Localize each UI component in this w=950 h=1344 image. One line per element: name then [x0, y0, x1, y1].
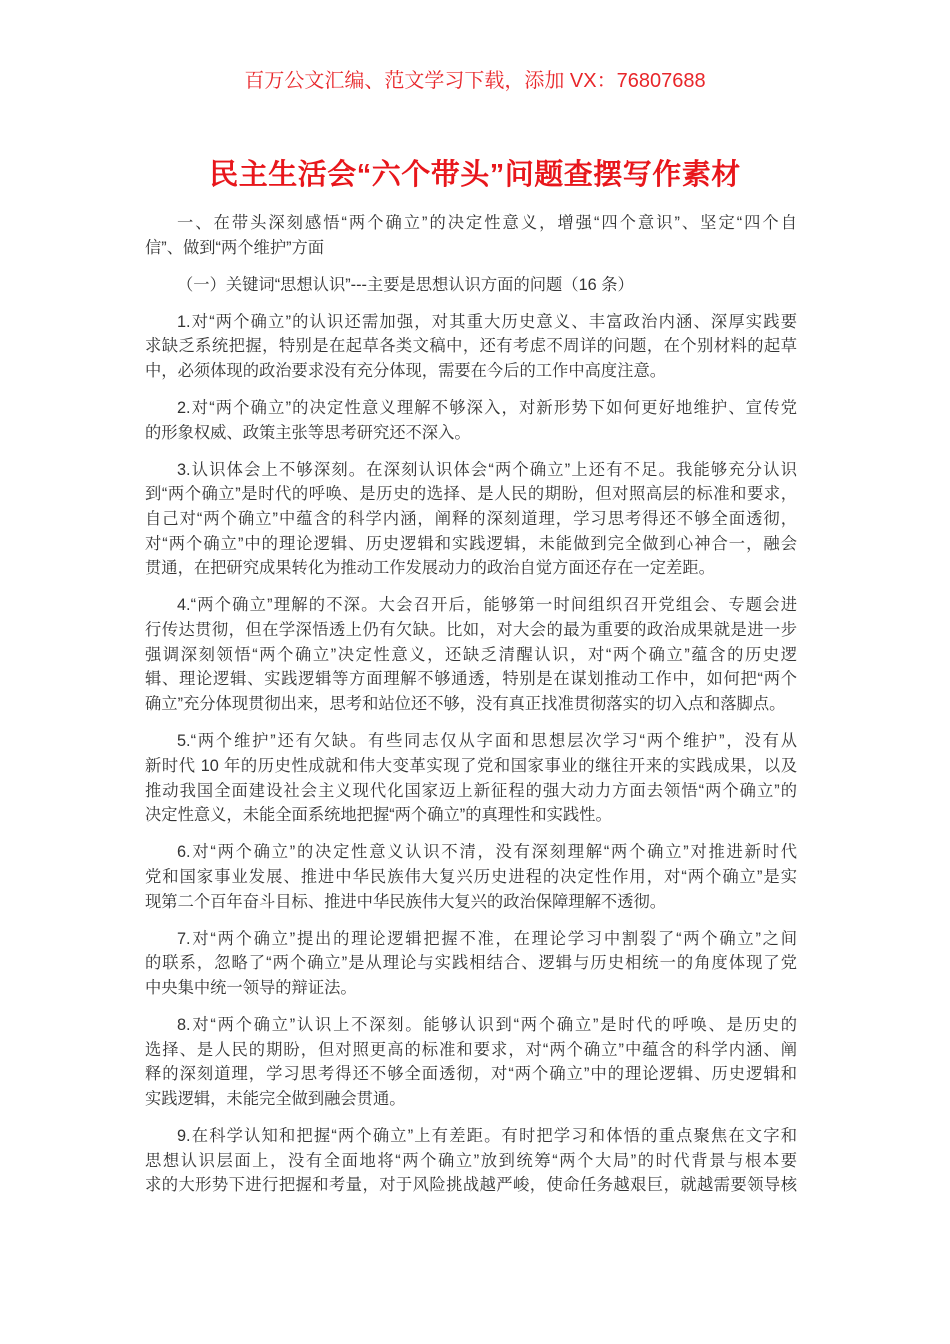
- document-title: 民主生活会“六个带头”问题查摆写作素材: [209, 159, 741, 191]
- paragraph-line: 新时代 10 年的历史性成就和伟大变革实现了党和国家事业的继往开来的实践成果，以及: [145, 756, 797, 775]
- paragraph-line: 行传达贯彻，但在学深悟透上仍有欠缺。比如，对大会的最为重要的政治成果就是进一步: [145, 621, 797, 640]
- paragraph-line: 中央集中统一领导的辩证法。: [145, 978, 357, 997]
- paragraph: [145, 1013, 797, 1112]
- paragraph-line: 6.对“两个确立”的决定性意义认识不清，没有深刻理解“两个确立”对推进新时代: [177, 843, 797, 862]
- paragraph-line: 4.“两个确立”理解的不深。大会召开后，能够第一时间组织召开党组会、专题会进: [177, 596, 797, 615]
- paragraph: [145, 211, 797, 260]
- paragraph-line: 的形象权威、政策主张等思考研究还不深入。: [145, 423, 471, 442]
- paragraph-line: 党和国家事业发展、推进中华民族伟大复兴历史进程的决定性作用，对“两个确立”是实: [145, 867, 797, 886]
- paragraph-line: 5.“两个维护”还有欠缺。有些同志仅从字面和思想层次学习“两个维护”，没有从: [177, 732, 797, 751]
- paragraph-line: 现第二个百年奋斗目标、推进中华民族伟大复兴的政治保障理解不透彻。: [145, 892, 667, 911]
- paragraph-line: 9.在科学认知和把握“两个确立”上有差距。有时把学习和体悟的重点聚焦在文字和: [177, 1126, 797, 1145]
- paragraph-line: 思想认识层面上，没有全面地将“两个确立”放到统筹“两个大局”的时代背景与根本要: [145, 1151, 797, 1170]
- paragraph-line: 8.对“两个确立”认识上不深刻。能够认识到“两个确立”是时代的呼唤、是历史的: [177, 1015, 797, 1034]
- paragraph-line: 释的深刻道理，学习思考得还不够全面透彻，对“两个确立”中的理论逻辑、历史逻辑和: [145, 1065, 797, 1084]
- paragraph-line: 求的大形势下进行把握和考量，对于风险挑战越严峻，使命任务越艰巨，就越需要领导核: [145, 1176, 797, 1195]
- paragraph: [145, 593, 797, 716]
- paragraph-line: 2.对“两个确立”的决定性意义理解不够深入，对新形势下如何更好地维护、宣传党: [177, 399, 797, 418]
- paragraph-line: 辑、理论逻辑、实践逻辑等方面理解不够通透，特别是在谋划推动工作中，如何把“两个: [145, 670, 797, 689]
- paragraph: [145, 396, 797, 445]
- paragraph-line: 3.认识体会上不够深刻。在深刻认识体会“两个确立”上还有不足。我能够充分认识: [177, 460, 797, 479]
- paragraph-line: 实践逻辑，未能完全做到融会贯通。: [145, 1089, 406, 1108]
- paragraph: [145, 273, 797, 298]
- paragraph-line: 求缺乏系统把握，特别是在起草各类文稿中，还有考虑不周详的问题，在个别材料的起草: [145, 337, 797, 356]
- paragraph: [145, 310, 797, 384]
- paragraph-line: 选择、是人民的期盼，但对照更高的标准和要求，对“两个确立”中蕴含的科学内涵、阐: [145, 1040, 797, 1059]
- paragraph-line: 决定性意义，未能全面系统地把握“两个确立”的真理性和实践性。: [145, 806, 612, 825]
- watermark-header: 百万公文汇编、范文学习下载，添加 VX：76807688: [244, 70, 706, 92]
- paragraph-line: 信”、做到“两个维护”方面: [145, 238, 325, 257]
- paragraph-line: 的联系，忽略了“两个确立”是从理论与实践相结合、逻辑与历史相统一的角度体现了党: [145, 954, 797, 973]
- paragraph-line: 对“两个确立”中的理论逻辑、历史逻辑和实践逻辑，未能做到完全做到心神合一，融会: [145, 534, 797, 553]
- paragraph-line: 推动我国全面建设社会主义现代化国家迈上新征程的强大动力方面去领悟“两个确立”的: [145, 781, 797, 800]
- paragraph-line: 一、在带头深刻感悟“两个确立”的决定性意义，增强“四个意识”、坚定“四个自: [177, 214, 797, 232]
- paragraph-line: 确立”充分体现贯彻出来，思考和站位还不够，没有真正找准贯彻落实的切入点和落脚点。: [145, 695, 786, 714]
- paragraph: [145, 927, 797, 1001]
- document-body: [145, 211, 797, 1210]
- paragraph: [145, 729, 797, 828]
- paragraph-line: 贯通，在把研究成果转化为推动工作发展动力的政治自觉方面还存在一定差距。: [145, 559, 715, 578]
- paragraph: [145, 840, 797, 914]
- paragraph-line: （一）关键词“思想认识”---主要是思想认识方面的问题（16 条）: [177, 275, 634, 294]
- paragraph-line: 强调深刻领悟“两个确立”决定性意义，还缺乏清醒认识，对“两个确立”蕴含的历史逻: [145, 645, 797, 664]
- paragraph-line: 到“两个确立”是时代的呼唤、是历史的选择、是人民的期盼，但对照高层的标准和要求，: [145, 485, 797, 504]
- paragraph: [145, 458, 797, 581]
- paragraph-line: 7.对“两个确立”提出的理论逻辑把握不准，在理论学习中割裂了“两个确立”之间: [177, 929, 797, 948]
- paragraph-line: 中，必须体现的政治要求没有充分体现，需要在今后的工作中高度注意。: [145, 362, 667, 381]
- paragraph-line: 1.对“两个确立”的认识还需加强，对其重大历史意义、丰富政治内涵、深厚实践要: [177, 312, 797, 331]
- paragraph: [145, 1124, 797, 1198]
- paragraph-line: 自己对“两个确立”中蕴含的科学内涵，阐释的深刻道理，学习思考得还不够全面透彻，: [145, 510, 797, 529]
